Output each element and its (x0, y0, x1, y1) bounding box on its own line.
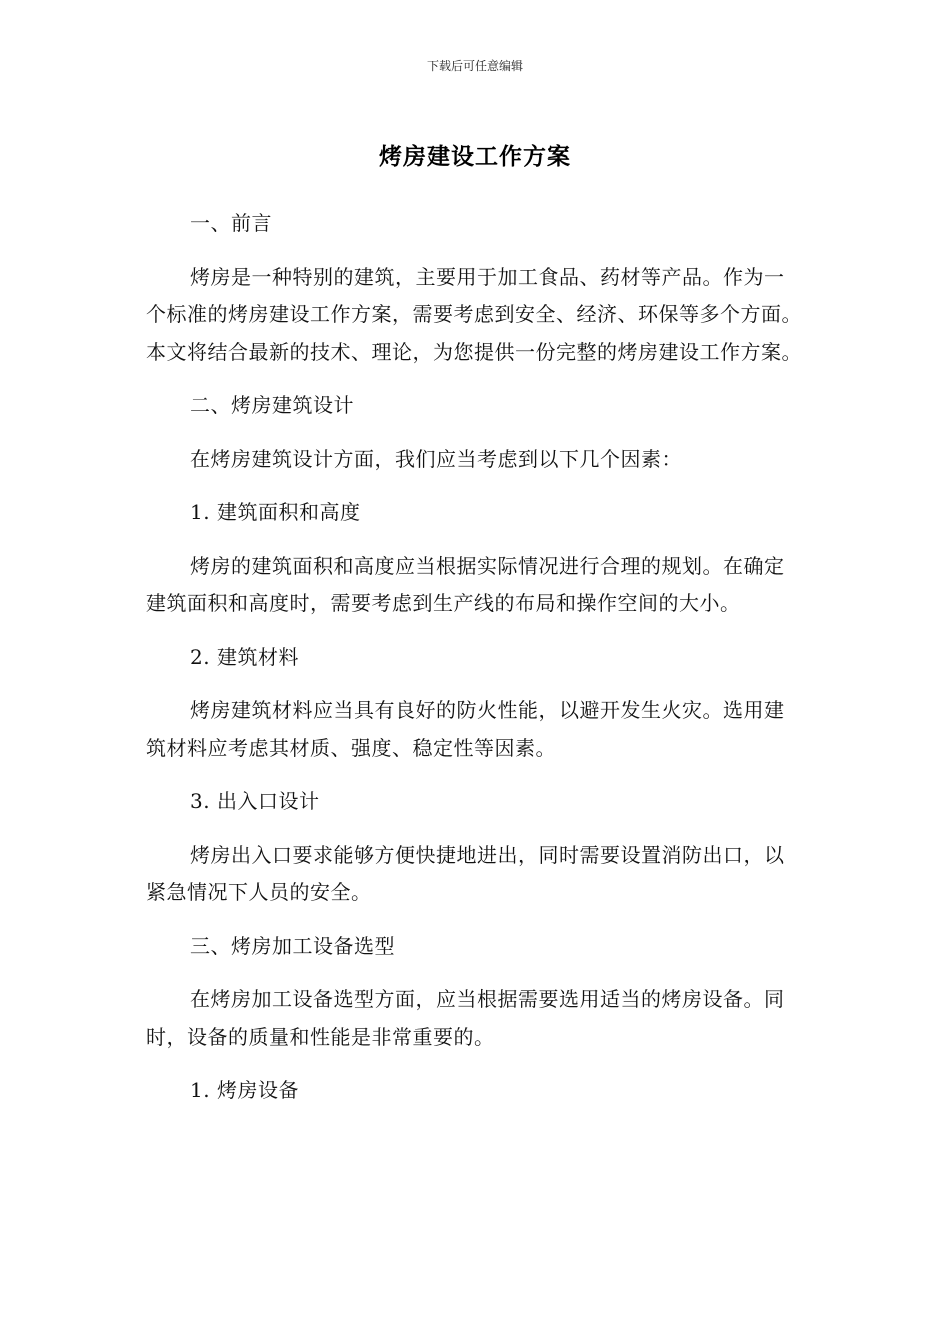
paragraph-materials: 烤房建筑材料应当具有良好的防火性能，以避开发生火灾。选用建筑材料应考虑其材质、强度、稳定性等因素。 (146, 698, 785, 760)
subheading-oven-equipment: 1. 烤房设备 (190, 1078, 299, 1102)
subheading-area-height: 1. 建筑面积和高度 (190, 500, 361, 524)
section-heading-building-design: 二、烤房建筑设计 (190, 393, 354, 417)
page-header-note: 下载后可任意编辑 (426, 59, 523, 73)
paragraph-area-height: 烤房的建筑面积和高度应当根据实际情况进行合理的规划。在确定建筑面积和高度时，需要考虑到生产线的布局和操作空间的大小。 (146, 553, 785, 615)
paragraph-intro: 烤房是一种特别的建筑，主要用于加工食品、药材等产品。作为一个标准的烤房建设工作方案，需要考虑到安全、经济、环保等多个方面。本文将结合最新的技术、理论，为您提供一份完整的烤房建设工作方案。 (146, 264, 802, 364)
subheading-materials: 2. 建筑材料 (190, 644, 299, 669)
section-heading-equipment: 三、烤房加工设备选型 (190, 933, 395, 958)
document-title: 烤房建设工作方案 (379, 144, 571, 170)
document-body (146, 205, 802, 1126)
subheading-entrance: 3. 出入口设计 (190, 789, 320, 813)
paragraph-design-factors: 在烤房建筑设计方面，我们应当考虑到以下几个因素： (190, 446, 682, 471)
paragraph-entrance: 烤房出入口要求能够方便快捷地进出，同时需要设置消防出口，以紧急情况下人员的安全。 (146, 842, 785, 904)
paragraph-equipment: 在烤房加工设备选型方面，应当根据需要选用适当的烤房设备。同时，设备的质量和性能是非常重要的。 (146, 987, 785, 1049)
section-heading-intro: 一、前言 (190, 211, 272, 235)
